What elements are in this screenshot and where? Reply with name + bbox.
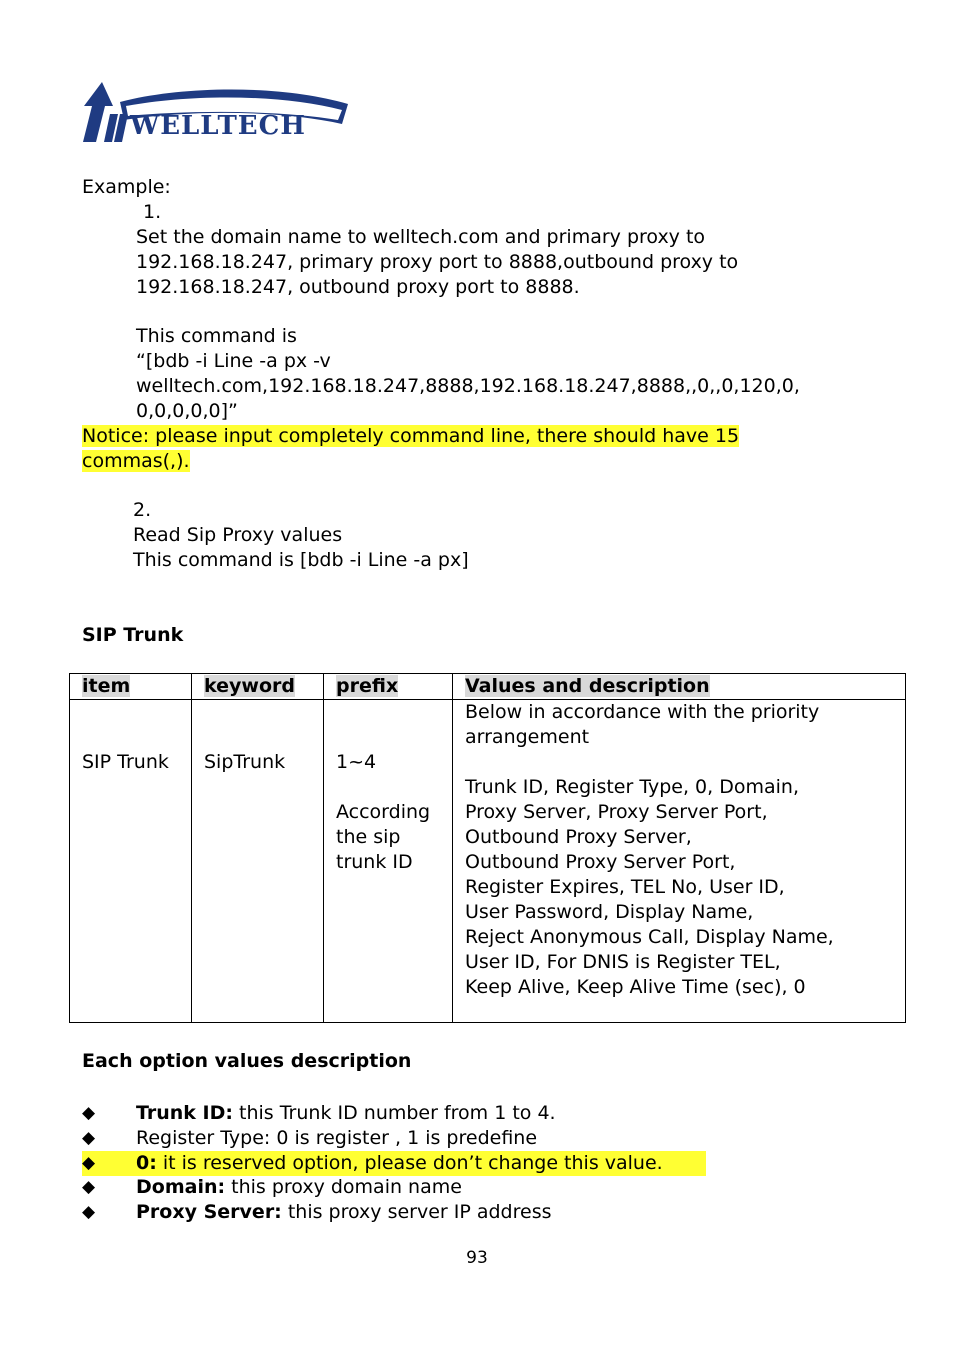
table-header-cell [70, 674, 192, 700]
example-text-line: Read Sip Proxy values [133, 524, 343, 546]
diamond-bullet-icon: ◆ [82, 1128, 96, 1148]
desc-line: User Password, Display Name, [465, 901, 754, 923]
table-cell-keyword [192, 700, 324, 1023]
diamond-bullet-icon: ◆ [82, 1153, 96, 1173]
option-text: it is reserved option, please don’t change this value. [156, 1152, 663, 1174]
diamond-bullet-icon: ◆ [82, 1103, 96, 1123]
notice-line [82, 424, 739, 449]
table-header-cell [192, 674, 324, 700]
example-item-number: 2. [133, 499, 152, 521]
desc-line [465, 750, 905, 775]
svg-text:WELLTECH: WELLTECH [130, 111, 306, 141]
cell-item-text: SIP Trunk [82, 751, 169, 773]
command-line: welltech.com,192.168.18.247,8888,192.168.18.247,8888,,0,,0,120,0, [136, 375, 800, 397]
table-header-row [70, 674, 906, 700]
example-text-line: 192.168.18.247, outbound proxy port to 8888. [136, 276, 580, 298]
desc-line: Trunk ID, Register Type, 0, Domain, [465, 776, 799, 798]
option-text: this Trunk ID number from 1 to 4. [233, 1102, 556, 1124]
prefix-line: According [336, 801, 431, 823]
notice-text: Notice: please input completely command line, there should have 15 [82, 425, 740, 447]
option-text: Register Type: 0 is register , 1 is predefine [136, 1127, 538, 1149]
example-text-line: This command is [bdb -i Line -a px] [133, 549, 469, 571]
notice-text: commas(,). [82, 450, 190, 472]
desc-line: Keep Alive, Keep Alive Time (sec), 0 [465, 976, 806, 998]
table-cell-item [70, 700, 192, 1023]
option-item [136, 1126, 537, 1151]
page-number: 93 [466, 1248, 488, 1268]
options-title: Each option values description [82, 1050, 412, 1072]
option-item [136, 1200, 552, 1225]
option-term: Proxy Server: [136, 1201, 282, 1223]
option-term: Trunk ID: [136, 1102, 233, 1124]
table-header-cell [324, 674, 453, 700]
command-intro: This command is [136, 325, 297, 347]
header-keyword: keyword [204, 675, 295, 697]
section-title: SIP Trunk [82, 624, 184, 646]
option-term: Domain: [136, 1176, 226, 1198]
desc-line: User ID, For DNIS is Register TEL, [465, 951, 781, 973]
prefix-line: the sip [336, 826, 401, 848]
desc-line: arrangement [465, 726, 590, 748]
example-text-line: 192.168.18.247, primary proxy port to 8888,outbound proxy to [136, 251, 739, 273]
prefix-line: 1~4 [336, 751, 377, 773]
example-text-line: Set the domain name to welltech.com and primary proxy to [136, 226, 706, 248]
example-label: Example: [82, 176, 171, 198]
desc-line: Reject Anonymous Call, Display Name, [465, 926, 834, 948]
table-header-cell [453, 674, 906, 700]
option-item [136, 1175, 462, 1200]
cell-keyword-text: SipTrunk [204, 751, 286, 773]
option-item [136, 1101, 556, 1126]
header-values: Values and description [465, 675, 710, 697]
sip-trunk-table [69, 673, 906, 1023]
option-term: 0: [136, 1152, 157, 1174]
option-item [136, 1151, 663, 1176]
table-row [70, 700, 906, 1023]
prefix-line: trunk ID [336, 851, 413, 873]
welltech-logo [80, 80, 352, 146]
example-item-number: 1. [143, 201, 162, 223]
command-line: “[bdb -i Line -a px -v [136, 350, 331, 372]
header-prefix: prefix [336, 675, 399, 697]
desc-line: Below in accordance with the priority [465, 701, 820, 723]
option-text: this proxy domain name [225, 1176, 462, 1198]
prefix-line [336, 775, 452, 800]
notice-line [82, 449, 190, 474]
option-text: this proxy server IP address [281, 1201, 552, 1223]
table-cell-description [453, 700, 906, 1023]
desc-line: Proxy Server, Proxy Server Port, [465, 801, 768, 823]
desc-line: Outbound Proxy Server, [465, 826, 692, 848]
desc-line: Register Expires, TEL No, User ID, [465, 876, 785, 898]
diamond-bullet-icon: ◆ [82, 1177, 96, 1197]
header-item: item [82, 675, 131, 697]
diamond-bullet-icon: ◆ [82, 1202, 96, 1222]
desc-line: Outbound Proxy Server Port, [465, 851, 736, 873]
command-line: 0,0,0,0,0]” [136, 400, 238, 422]
table-cell-prefix [324, 700, 453, 1023]
